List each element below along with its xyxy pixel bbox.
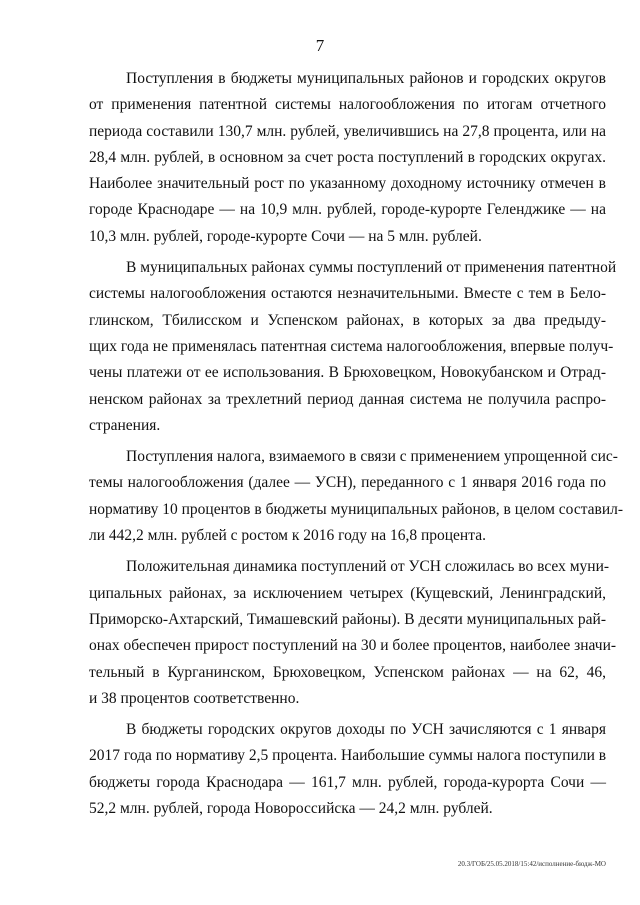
- text-line: В бюджеты городских округов доходы по УСН зачисляются с 1 января: [126, 721, 606, 739]
- text-line: Наиболее значительный рост по указанному доходному источнику отмечен в: [89, 175, 606, 193]
- text-line: 10,3 млн. рублей, городе-курорте Сочи — на 5 млн. рублей.: [89, 227, 482, 245]
- text-line: В муниципальных районах суммы поступлений от применения патентной: [126, 259, 617, 277]
- text-line: Поступления в бюджеты муниципальных районов и городских округов: [126, 70, 606, 87]
- paragraph: [89, 554, 617, 712]
- text-line: щих года не применялась патентная система налогообложения, впервые получ-: [89, 337, 614, 355]
- text-line: темы налогообложения (далее — УСН), переданного с 1 января 2016 года по: [89, 474, 606, 492]
- paragraph: [89, 255, 617, 439]
- text-line: системы налогообложения остаются незначительными. Вместе с тем в Бело-: [89, 285, 606, 303]
- text-line: глинском, Тбилисском и Успенском районах, в которых за два предыду-: [89, 311, 606, 329]
- document-body: [89, 66, 624, 827]
- text-line: 52,2 млн. рублей, города Новороссийска — 24,2 млн. рублей.: [89, 800, 493, 818]
- text-line: Поступления налога, взимаемого в связи с применением упрощенной сис-: [126, 448, 618, 466]
- text-line: городе Краснодаре — на 10,9 млн. рублей, городе-курорте Геленджике — на: [89, 201, 606, 219]
- paragraph: [89, 444, 624, 549]
- text-line: онах обеспечен прирост поступлений на 30 и более процентов, наиболее значи-: [89, 637, 617, 655]
- text-line: странения.: [89, 416, 161, 434]
- text-line: ципальных районах, за исключением четырех (Кущевский, Ленинградский,: [89, 584, 606, 602]
- text-line: Положительная динамика поступлений от УСН сложилась во всех муни-: [126, 558, 610, 576]
- text-line: чены платежи от ее использования. В Брюховецком, Новокубанском и Отрад-: [89, 364, 606, 382]
- text-line: тельный в Курганинском, Брюховецком, Успенском районах — на 62, 46,: [89, 663, 606, 681]
- text-line: периода составили 130,7 млн. рублей, увеличившись на 27,8 процента, или на: [89, 122, 606, 140]
- footer-document-code: 20.3/ГОБ/25.05.2018/15:42/исполнение-бюдж-МО: [457, 860, 606, 868]
- text-line: ли 442,2 млн. рублей с ростом к 2016 году на 16,8 процента.: [89, 527, 486, 545]
- paragraph: [89, 66, 606, 250]
- text-line: ненском районах за трехлетний период данная система не получила распро-: [89, 390, 606, 408]
- text-line: и 38 процентов соответственно.: [89, 689, 300, 707]
- text-line: нормативу 10 процентов в бюджеты муниципальных районов, в целом составил-: [89, 500, 624, 518]
- text-line: Приморско-Ахтарский, Тимашевский районы). В десяти муниципальных рай-: [89, 610, 606, 628]
- text-line: 28,4 млн. рублей, в основном за счет роста поступлений в городских округах.: [89, 148, 606, 166]
- text-line: бюджеты города Краснодара — 161,7 млн. рублей, города-курорта Сочи —: [89, 773, 606, 791]
- text-line: от применения патентной системы налогообложения по итогам отчетного: [89, 96, 606, 114]
- paragraph: [89, 717, 606, 822]
- page-number: 7: [315, 36, 325, 55]
- text-line: 2017 года по нормативу 2,5 процента. Наибольшие суммы налога поступили в: [89, 747, 607, 765]
